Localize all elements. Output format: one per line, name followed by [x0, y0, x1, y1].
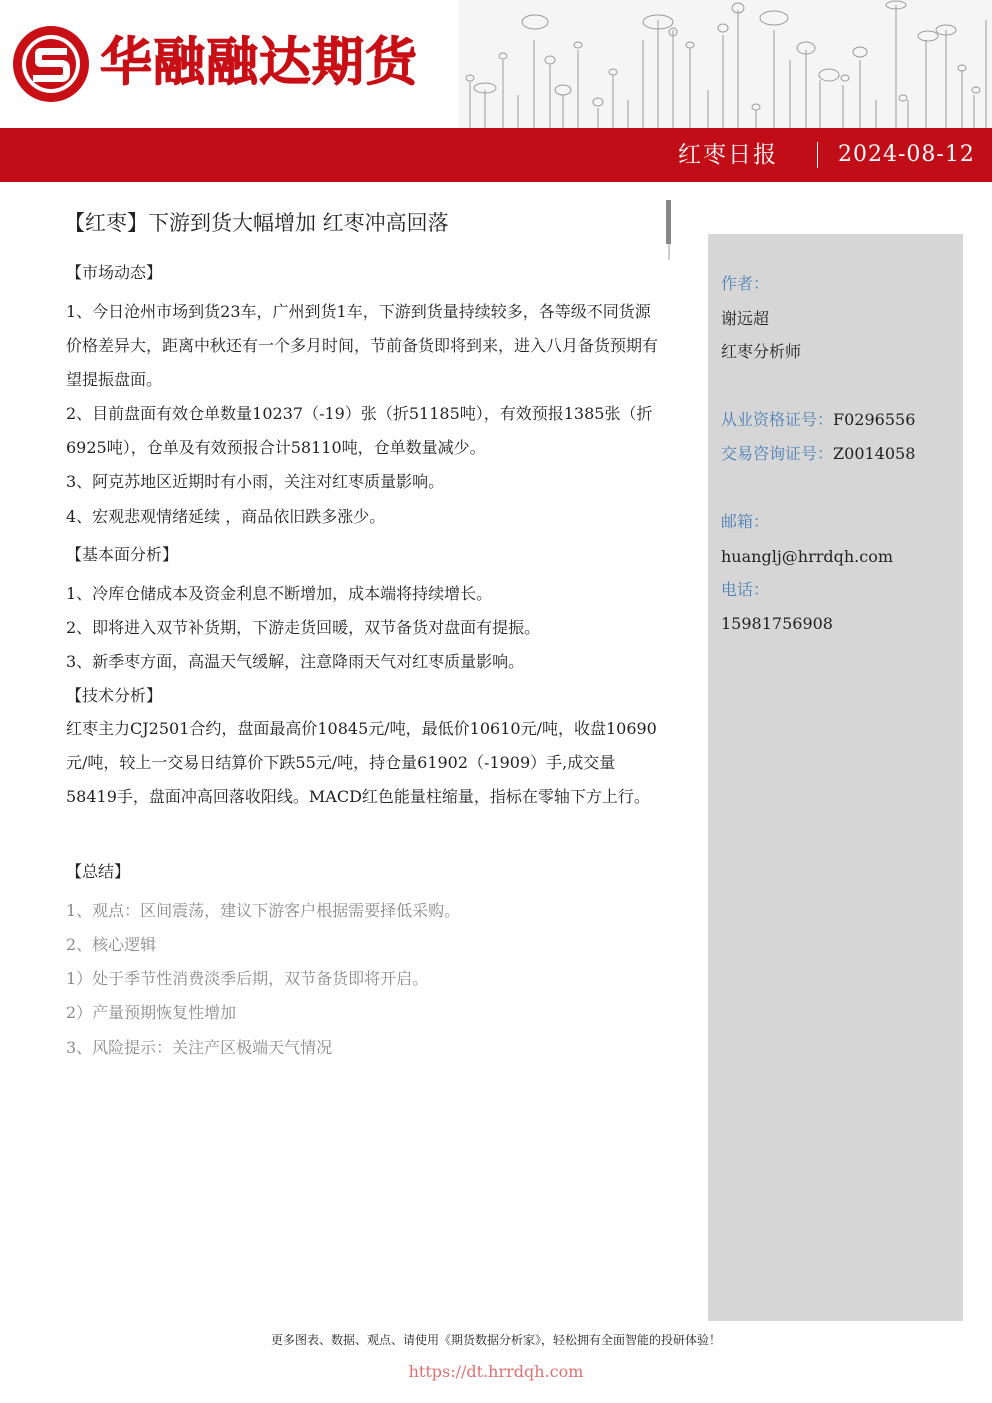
- email-value: huanglj@hrrdqh.com: [721, 547, 894, 566]
- scroll-marker: [666, 200, 671, 244]
- author-name: 谢远超: [721, 309, 770, 328]
- fundamental-item-2: 2、即将进入双节补货期，下游走货回暖，双节备货对盘面有提振。: [66, 618, 541, 637]
- fundamental-heading: 【基本面分析】: [66, 545, 179, 564]
- author-sidebar: [708, 234, 963, 1321]
- summary-item-4: 2）产量预期恢复性增加: [66, 1003, 237, 1022]
- hrrd-s-logo-icon: [11, 24, 91, 104]
- market-item-1: 1、今日沧州市场到货23车，广州到货1车，下游到货量持续较多，各等级不同货源价格差异大，距离中秋还有一个多月时间，节前备货即将到来，进入八月备货预期有望提振盘面。: [66, 302, 659, 389]
- summary-item-3: 1）处于季节性消费淡季后期，双节备货即将开启。: [66, 969, 429, 988]
- fundamental-item-1: 1、冷库仓储成本及资金利息不断增加，成本端将持续增长。: [66, 584, 493, 603]
- footer-note: 更多图表、数据、观点、请使用《期货数据分析家》，轻松拥有全面智能的投研体验！: [270, 1333, 721, 1347]
- author-title: 红枣分析师: [721, 342, 802, 361]
- summary-item-2: 2、核心逻辑: [66, 935, 157, 954]
- consult-value: Z0014058: [833, 444, 916, 463]
- divider: [817, 142, 818, 168]
- report-type: 红枣日报: [678, 142, 778, 168]
- fundamental-item-3: 3、新季枣方面，高温天气缓解，注意降雨天气对红枣质量影响。: [66, 652, 525, 671]
- consult-row: [721, 444, 915, 464]
- report-date: 2024-08-12: [838, 142, 975, 167]
- email-label: 邮箱：: [721, 512, 770, 531]
- technical-heading: 【技术分析】: [66, 686, 163, 705]
- cert-value: F0296556: [833, 410, 916, 429]
- summary-item-5: 3、风险提示：关注产区极端天气情况: [66, 1038, 333, 1057]
- cert-row: [721, 410, 915, 430]
- cert-label: 从业资格证号：: [721, 410, 834, 429]
- author-label: 作者：: [721, 274, 770, 293]
- market-heading: 【市场动态】: [66, 263, 163, 282]
- decorative-pattern: [458, 0, 992, 128]
- scroll-marker-track: [668, 244, 670, 260]
- market-item-2: 2、目前盘面有效仓单数量10237（-19）张（折51185吨），有效预报1385张（折6925吨），仓单及有效预报合计58110吨，仓单数量减少。: [66, 404, 653, 457]
- summary-heading: 【总结】: [66, 862, 131, 881]
- summary-item-1: 1、观点：区间震荡，建议下游客户根据需要择低采购。: [66, 901, 461, 920]
- company-name: 华融融达期货: [100, 33, 419, 93]
- phone-value: 15981756908: [721, 614, 833, 633]
- footer-link[interactable]: https://dt.hrrdqh.com: [408, 1362, 584, 1381]
- consult-label: 交易咨询证号：: [721, 444, 834, 463]
- market-item-4: 4、宏观悲观情绪延续 ，商品依旧跌多涨少。: [66, 507, 386, 526]
- article-title: 【红枣】下游到货大幅增加 红枣冲高回落: [64, 211, 449, 235]
- phone-label: 电话：: [721, 580, 770, 599]
- technical-text: 红枣主力CJ2501合约，盘面最高价10845元/吨，最低价10610元/吨，收盘10690元/吨，较上一交易日结算价下跌55元/吨，持仓量61902（-1909）手,成交量58419手，盘面冲高回落收阳线。MACD红色能量柱缩量，指标在零轴下方上行。: [66, 719, 657, 806]
- market-item-3: 3、阿克苏地区近期时有小雨，关注对红枣质量影响。: [66, 472, 445, 491]
